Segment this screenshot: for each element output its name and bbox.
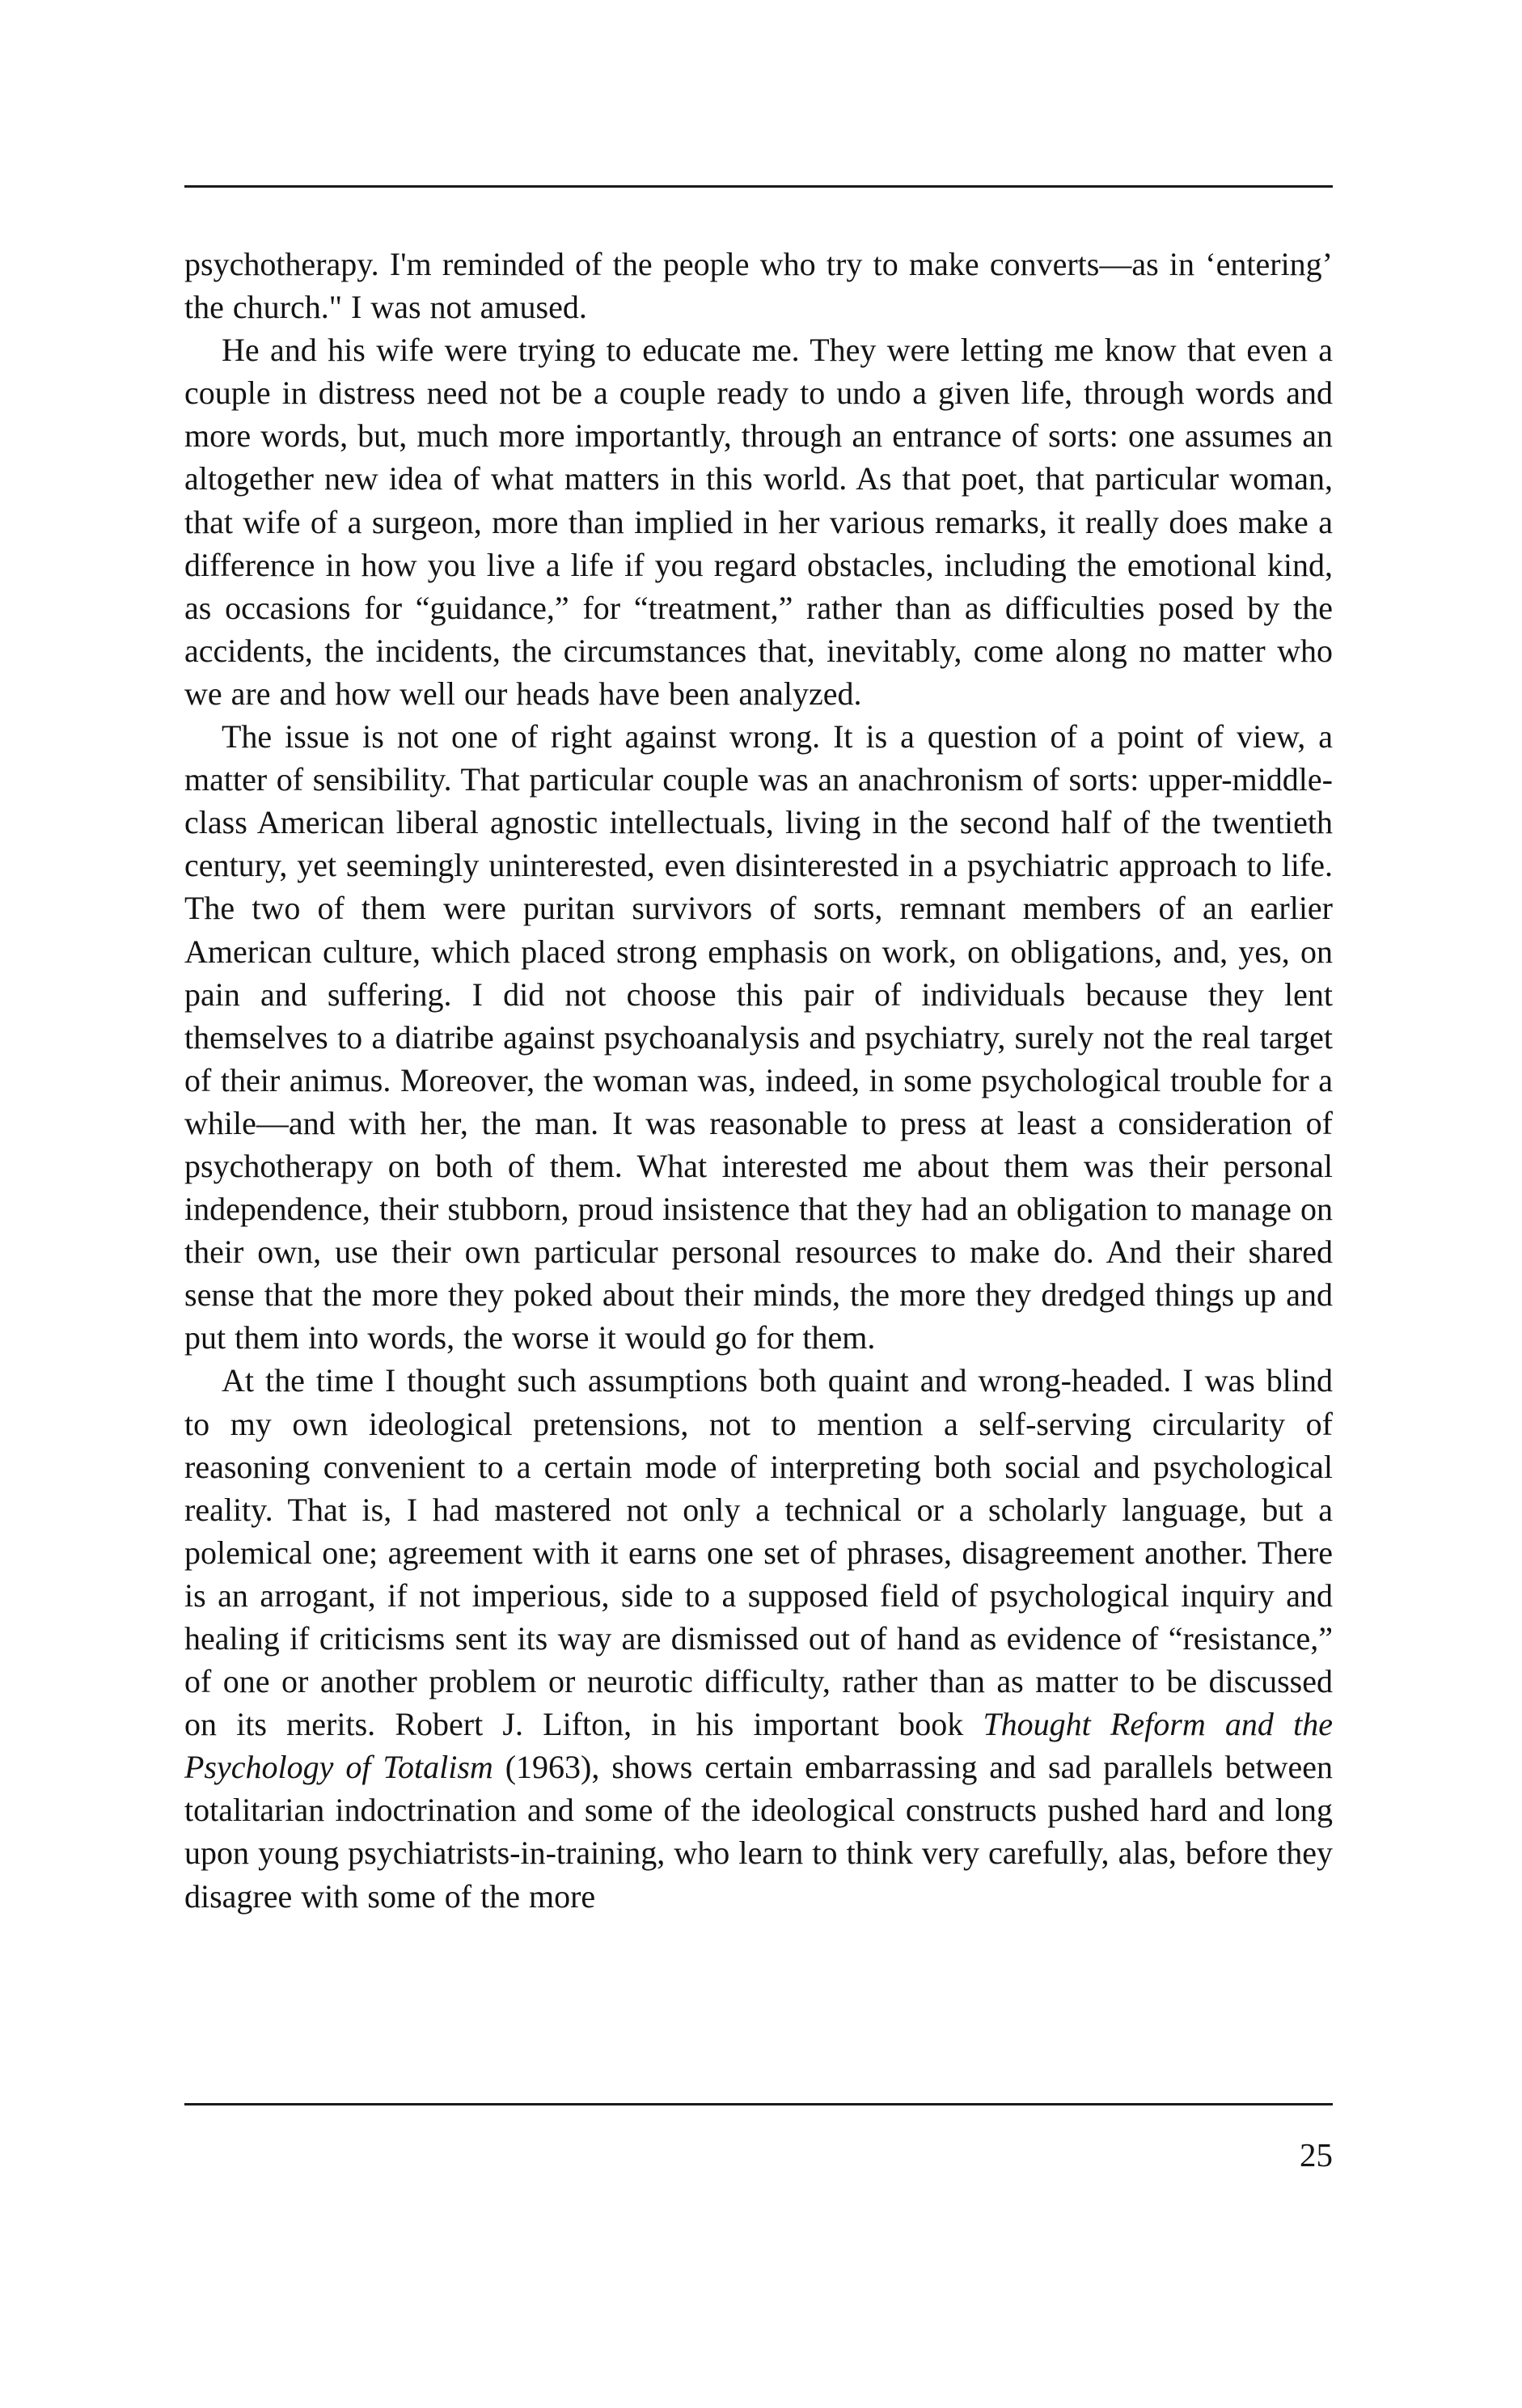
paragraph-assumptions-text-before: At the time I thought such assumptions both quaint and wrong-headed. I was blind to my own ideological pretensions, not to mention a self-serving circularity of reasoning convenient to a certain mode of interpreting both social and psychological reality. That is, I had mastered not only a technical or a scholarly language, but a polemical one; agreement with it earns one set of phrases, disagreement another. There is an arrogant, if not imperious, side to a supposed field of psychological inquiry and healing if criticisms sent its way are dismissed out of hand as evidence of “resistance,” of one or another problem or neurotic difficulty, rather than as matter to be discussed on its merits. Robert J. Lifton, in his important book bbox=[184, 1362, 1333, 1743]
page-number: 25 bbox=[1300, 2136, 1333, 2173]
body-text bbox=[184, 243, 1333, 1918]
paragraph-continuation: psychotherapy. I'm reminded of the people who try to make converts—as in ‘entering’ the church." I was not amused. bbox=[184, 246, 1333, 326]
paragraph-right-wrong: The issue is not one of right against wrong. It is a question of a point of view, a matter of sensibility. That particular couple was an anachronism of sorts: upper-middle-class American liberal agnostic intellectuals, living in the second half of the twentieth century, yet seemingly uninterested, even disinterested in a psychiatric approach to life. The two of them were puritan survivors of sorts, remnant members of an earlier American culture, which placed strong emphasis on work, on obligations, and, yes, on pain and suffering. I did not choose this pair of individuals because they lent themselves to a diatribe against psychoanalysis and psychiatry, surely not the real target of their animus. Moreover, the woman was, indeed, in some psychological trouble for a while—and with her, the man. It was reasonable to press at least a consideration of psychotherapy on both of them. What interested me about them was their personal independence, their stubborn, proud insistence that they had an obligation to manage on their own, use their own particular personal resources to make do. And their shared sense that the more they poked about their minds, the more they dredged things up and put them into words, the worse it would go for them. bbox=[184, 718, 1333, 1356]
paragraph-educate: He and his wife were trying to educate me. They were letting me know that even a couple in distress need not be a couple ready to undo a given life, through words and more words, but, much more importantly, through an entrance of sorts: one assumes an altogether new idea of what matters in this world. As that poet, that particular woman, that wife of a surgeon, more than implied in her various remarks, it really does make a difference in how you live a life if you regard obstacles, including the emotional kind, as occasions for “guidance,” for “treatment,” rather than as difficulties posed by the accidents, the incidents, the circumstances that, inevitably, come along no matter who we are and how well our heads have been analyzed. bbox=[184, 332, 1333, 712]
book-title: Thought Reform and the Psychology of Totalism bbox=[184, 1706, 1333, 1786]
bottom-rule bbox=[184, 2103, 1333, 2105]
top-rule bbox=[184, 185, 1333, 188]
paragraph-assumptions-text-after: (1963), shows certain embarrassing and sad parallels between totalitarian indoctrination and some of the ideological constructs pushed hard and long upon young psychiatrists-in-training, who learn to think very carefully, alas, before they disagree with some of the more bbox=[184, 1749, 1333, 1915]
paragraph-assumptions bbox=[184, 1359, 1333, 1917]
